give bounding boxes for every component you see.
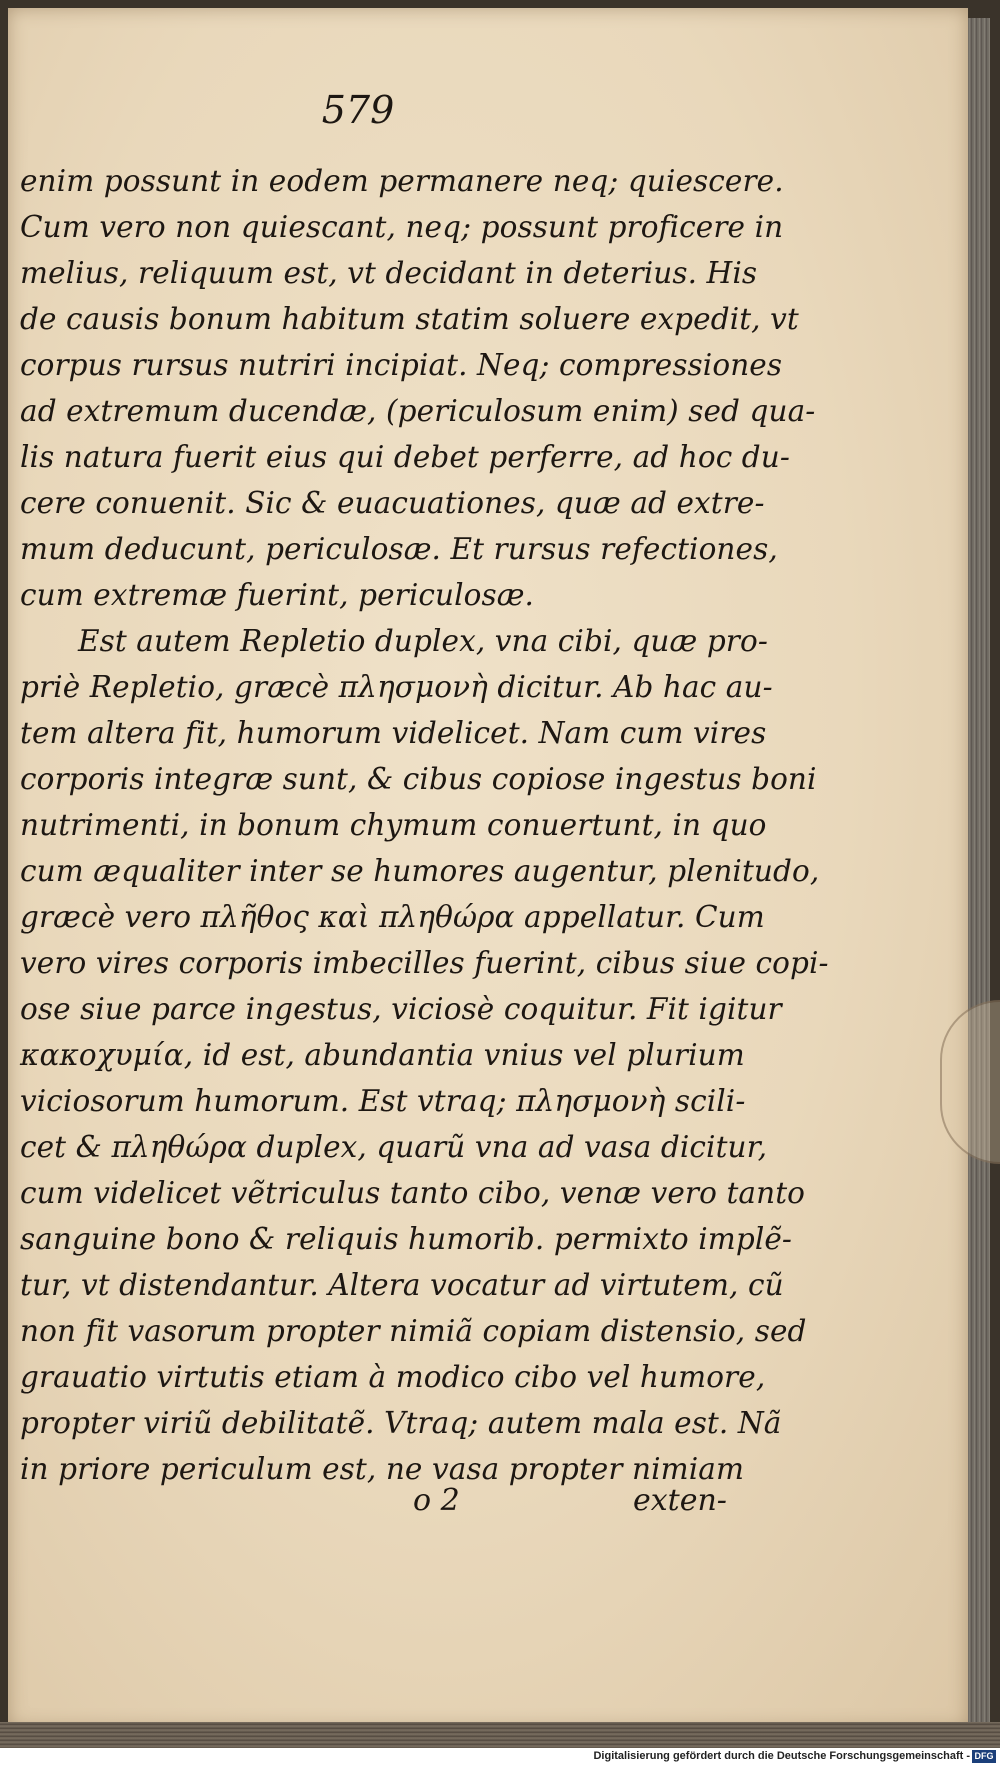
funding-credit: Digitalisierung gefördert durch die Deutsche Forschungsgemeinschaft - <box>593 1750 970 1762</box>
page-number: 579 <box>321 88 395 132</box>
text-line: sanguine bono & reliquis humorib. permixto implẽ- <box>20 1222 793 1256</box>
text-line: cum videlicet vẽtriculus tanto cibo, venæ vero tanto <box>20 1176 806 1210</box>
catchword: exten- <box>633 1483 727 1518</box>
text-line: enim possunt in eodem permanere neq; quiescere. <box>20 164 784 198</box>
text-line: cum extremæ fuerint, periculosæ. <box>20 578 535 612</box>
text-line: Cum vero non quiescant, neq; possunt proficere in <box>20 210 784 244</box>
book-bottom-edge <box>0 1722 1000 1748</box>
text-line: ose siue parce ingestus, viciosè coquitur. Fit igitur <box>20 992 782 1026</box>
text-line: grauatio virtutis etiam à modico cibo vel humore, <box>20 1360 766 1394</box>
text-line: nutrimenti, in bonum chymum conuertunt, in quo <box>20 808 767 842</box>
text-line: mum deducunt, periculosæ. Et rursus refectiones, <box>20 532 778 566</box>
dfg-logo: DFG <box>972 1750 996 1763</box>
text-line: viciosorum humorum. Est vtraq; πλησμονὴ scili- <box>20 1084 746 1118</box>
text-line: tem altera fit, humorum videlicet. Nam cum vires <box>20 716 767 750</box>
text-line: melius, reliquum est, vt decidant in deterius. His <box>20 256 758 290</box>
text-line: cere conuenit. Sic & euacuationes, quæ ad extre- <box>20 486 765 520</box>
digitization-footer <box>0 1748 1000 1768</box>
text-line: cum æqualiter inter se humores augentur, plenitudo, <box>20 854 820 888</box>
book-fore-edge <box>968 18 990 1723</box>
text-line: de causis bonum habitum statim soluere expedit, vt <box>20 302 799 336</box>
paragraph-start-line: Est autem Repletio duplex, vna cibi, quæ pro- <box>78 624 768 658</box>
text-line: priè Repletio, græcè πλησμονὴ dicitur. Ab hac au- <box>20 670 773 704</box>
text-line: tur, vt distendantur. Altera vocatur ad virtutem, cũ <box>20 1268 784 1302</box>
signature-mark: o 2 <box>413 1483 460 1518</box>
text-line: ad extremum ducendæ, (periculosum enim) sed qua- <box>20 394 816 428</box>
text-line: corporis integræ sunt, & cibus copiose ingestus boni <box>20 762 817 796</box>
text-line: in priore periculum est, ne vasa propter nimiam <box>20 1452 745 1486</box>
text-line: græcè vero πλῆθος καὶ πληθώρα appellatur. Cum <box>20 900 765 934</box>
text-line: vero vires corporis imbecilles fuerint, cibus siue copi- <box>20 946 829 980</box>
text-line: lis natura fuerit eius qui debet perferre, ad hoc du- <box>20 440 790 474</box>
text-line: κακοχυμία, id est, abundantia vnius vel plurium <box>20 1038 745 1072</box>
text-line: corpus rursus nutriri incipiat. Neq; compressiones <box>20 348 783 382</box>
text-line: non fit vasorum propter nimiã copiam distensio, sed <box>20 1314 807 1348</box>
text-line: cet & πληθώρα duplex, quarũ vna ad vasa dicitur, <box>20 1130 768 1164</box>
body-text <box>20 158 829 1492</box>
text-line: propter viriũ debilitatẽ. Vtraq; autem mala est. Nã <box>20 1406 782 1440</box>
book-page <box>8 8 968 1728</box>
